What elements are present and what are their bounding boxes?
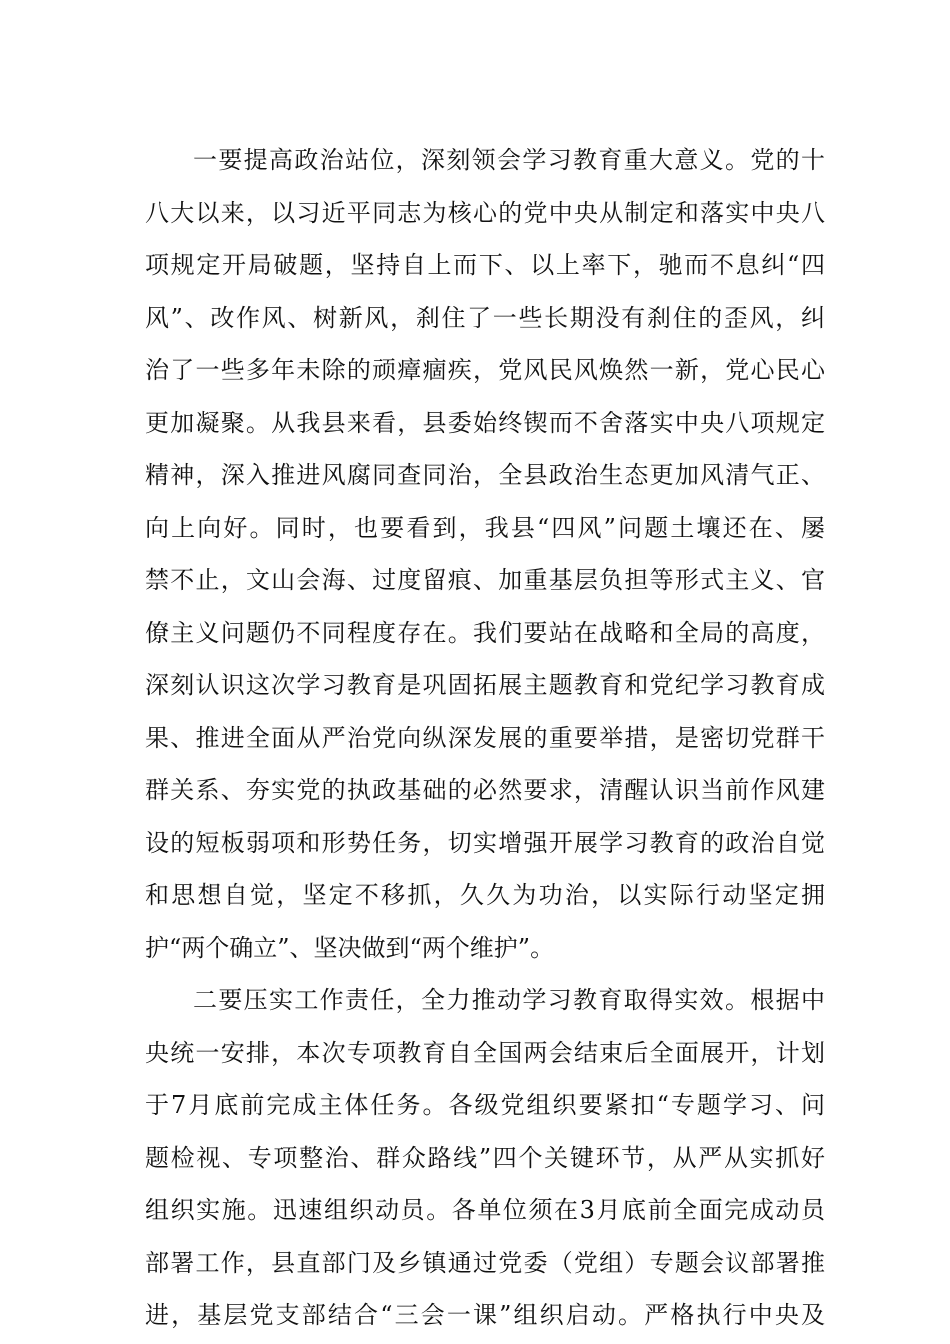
paragraph-2-line-3: 于7月底前完成主体任务。各级党组织要紧扣“专题学习、问	[145, 1091, 825, 1119]
paragraph-1-line-10: 僚主义问题仍不同程度存在。我们要站在战略和全局的高度，	[145, 619, 825, 647]
paragraph-1-line-1: 一要提高政治站位，深刻领会学习教育重大意义。党的十	[193, 146, 825, 174]
paragraph-2-line-7: 进，基层党支部结合“三会一课”组织启动。严格执行中央及	[145, 1301, 825, 1329]
paragraph-1-line-7: 精神，深入推进风腐同查同治，全县政治生态更加风清气正、	[145, 461, 825, 489]
paragraph-1-line-8: 向上向好。同时，也要看到，我县“四风”问题土壤还在、屡	[145, 514, 825, 542]
paragraph-1-line-15: 和思想自觉，坚定不移抓，久久为功治，以实际行动坚定拥	[145, 881, 825, 909]
paragraph-2-line-2: 央统一安排，本次专项教育自全国两会结束后全面展开，计划	[145, 1039, 825, 1067]
paragraph-2-line-5: 组织实施。迅速组织动员。各单位须在3月底前全面完成动员	[145, 1196, 825, 1224]
paragraph-1-line-13: 群关系、夯实党的执政基础的必然要求，清醒认识当前作风建	[145, 776, 825, 804]
paragraph-1-line-5: 治了一些多年未除的顽瘴痼疾，党风民风焕然一新，党心民心	[145, 356, 825, 384]
paragraph-2-line-6: 部署工作，县直部门及乡镇通过党委（党组）专题会议部署推	[145, 1249, 825, 1277]
paragraph-1-line-11: 深刻认识这次学习教育是巩固拓展主题教育和党纪学习教育成	[145, 671, 825, 699]
paragraph-1-line-3: 项规定开局破题，坚持自上而下、以上率下，驰而不息纠“四	[145, 251, 825, 279]
paragraph-1-line-12: 果、推进全面从严治党向纵深发展的重要举措，是密切党群干	[145, 724, 825, 752]
paragraph-2-line-1: 二要压实工作责任，全力推动学习教育取得实效。根据中	[193, 986, 825, 1014]
paragraph-1-line-16: 护“两个确立”、坚决做到“两个维护”。	[145, 934, 555, 962]
paragraph-1-line-2: 八大以来，以习近平同志为核心的党中央从制定和落实中央八	[145, 199, 825, 227]
paragraph-2-line-4: 题检视、专项整治、群众路线”四个关键环节，从严从实抓好	[145, 1144, 825, 1172]
paragraph-1-line-14: 设的短板弱项和形势任务，切实增强开展学习教育的政治自觉	[145, 829, 825, 857]
paragraph-1-line-6: 更加凝聚。从我县来看，县委始终锲而不舍落实中央八项规定	[145, 409, 825, 437]
paragraph-1-line-9: 禁不止，文山会海、过度留痕、加重基层负担等形式主义、官	[145, 566, 825, 594]
paragraph-1-line-4: 风”、改作风、树新风，刹住了一些长期没有刹住的歪风，纠	[145, 304, 825, 332]
